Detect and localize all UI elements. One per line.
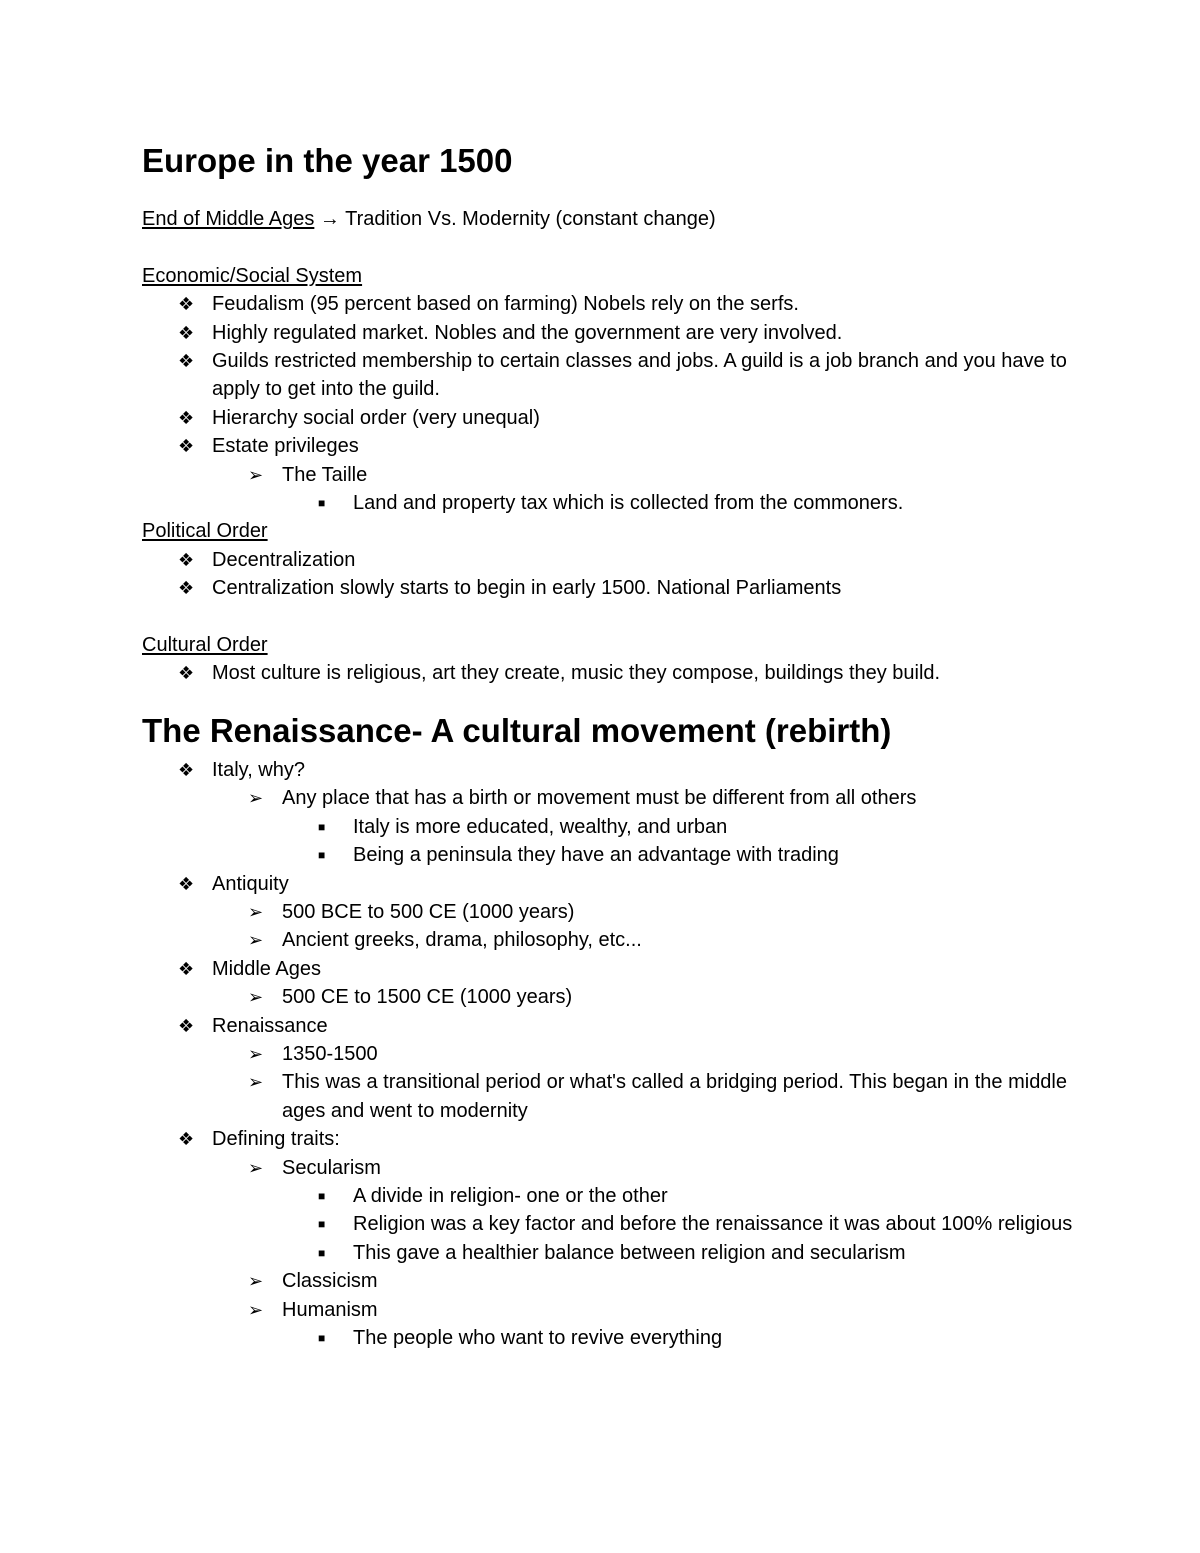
list-item-text: This gave a healthier balance between religion and secularism: [353, 1241, 906, 1264]
list-item: [142, 574, 1082, 602]
square-bullet-icon: ■: [318, 1245, 326, 1260]
list-item-text: This was a transitional period or what's called a bridging period. This began in the middle ages and went to modernity: [282, 1071, 1067, 1122]
page-title: Europe in the year 1500: [142, 142, 513, 179]
list-sub-sub-item: [142, 1324, 1082, 1352]
list-item-text: The Taille: [282, 463, 368, 486]
diamond-bullet-icon: ❖: [178, 873, 195, 894]
list-item: [142, 546, 1082, 574]
section-title: The Renaissance- A cultural movement (rebirth): [142, 711, 892, 749]
list-item-text: Being a peninsula they have an advantage with trading: [353, 844, 839, 867]
arrow-bullet-icon: ➢: [248, 464, 264, 485]
diamond-bullet-icon: ❖: [178, 351, 195, 372]
list-sub-sub-item: [142, 1210, 1082, 1238]
arrow-bullet-icon: ➢: [248, 1043, 264, 1064]
list-item: [142, 290, 1082, 318]
list-item-text: Feudalism (95 percent based on farming) Nobels rely on the serfs.: [212, 293, 799, 316]
square-bullet-icon: ■: [318, 819, 326, 834]
list-sub-sub-item: [142, 841, 1082, 869]
diamond-bullet-icon: ❖: [178, 759, 195, 780]
list-item: [142, 756, 1082, 784]
list-item-text: Most culture is religious, art they create, music they compose, buildings they build.: [212, 662, 941, 685]
spacer: [142, 603, 1082, 631]
cultural-heading: Cultural Order: [142, 634, 268, 657]
list-item: [142, 347, 1082, 404]
list-sub-sub-item: [142, 813, 1082, 841]
list-item-text: Classicism: [282, 1270, 378, 1293]
intro-label: End of Middle Ages: [142, 208, 315, 230]
intro-line: [142, 205, 1082, 233]
list-sub-item: [142, 1154, 1082, 1182]
list-item: [142, 404, 1082, 432]
arrow-bullet-icon: ➢: [248, 987, 264, 1008]
list-item-text: The people who want to revive everything: [353, 1327, 723, 1349]
list-item-text: Highly regulated market. Nobles and the government are very involved.: [212, 321, 843, 344]
diamond-bullet-icon: ❖: [178, 958, 195, 979]
list-item: [142, 659, 1082, 687]
list-item-text: Land and property tax which is collected from the commoners.: [353, 492, 904, 515]
list-item-text: Secularism: [282, 1156, 381, 1179]
list-item-text: 500 CE to 1500 CE (1000 years): [282, 986, 573, 1009]
list-sub-item: [142, 926, 1082, 954]
list-item-text: 1350-1500: [282, 1042, 378, 1065]
diamond-bullet-icon: ❖: [178, 294, 195, 315]
square-bullet-icon: ■: [318, 1331, 326, 1345]
diamond-bullet-icon: ❖: [178, 1015, 195, 1036]
list-item-text: Guilds restricted membership to certain classes and jobs. A guild is a job branch and you have to apply to get into the guild.: [212, 350, 1067, 401]
spacer: [142, 233, 1082, 261]
arrow-bullet-icon: ➢: [248, 1271, 264, 1292]
list-item-text: Estate privileges: [212, 435, 359, 458]
list-item: [142, 432, 1082, 460]
list-item: [142, 319, 1082, 347]
list-sub-sub-item: [142, 489, 1082, 517]
list-item-text: 500 BCE to 500 CE (1000 years): [282, 900, 575, 923]
list-item-text: Humanism: [282, 1298, 378, 1321]
diamond-bullet-icon: ❖: [178, 436, 195, 457]
arrow-bullet-icon: ➢: [248, 788, 264, 809]
list-item: [142, 955, 1082, 983]
list-sub-item: [142, 1296, 1082, 1324]
square-bullet-icon: ■: [318, 496, 326, 511]
list-item-text: Defining traits:: [212, 1128, 340, 1151]
list-item: [142, 870, 1082, 898]
list-sub-item: [142, 1040, 1082, 1068]
list-item-text: A divide in religion- one or the other: [353, 1184, 668, 1207]
list-sub-item: [142, 1267, 1082, 1295]
list-sub-item: [142, 784, 1082, 812]
list-item-text: Ancient greeks, drama, philosophy, etc...: [282, 929, 642, 952]
diamond-bullet-icon: ❖: [178, 1129, 195, 1150]
list-item: [142, 1125, 1082, 1153]
list-item-text: Religion was a key factor and before the renaissance it was about 100% religious: [353, 1213, 1073, 1236]
diamond-bullet-icon: ❖: [178, 322, 195, 343]
list-sub-sub-item: [142, 1239, 1082, 1267]
list-item-text: Decentralization: [212, 548, 356, 571]
diamond-bullet-icon: ❖: [178, 407, 195, 428]
list-sub-item: [142, 898, 1082, 926]
diamond-bullet-icon: ❖: [178, 549, 195, 570]
list-sub-item: [142, 1068, 1082, 1125]
list-item-text: Italy, why?: [212, 758, 305, 781]
intro-text: → Tradition Vs. Modernity (constant change): [314, 208, 716, 230]
square-bullet-icon: ■: [318, 1188, 326, 1203]
square-bullet-icon: ■: [318, 848, 326, 863]
document-page: [142, 136, 1082, 1352]
list-item-text: Italy is more educated, wealthy, and urban: [353, 815, 728, 838]
list-sub-sub-item: [142, 1182, 1082, 1210]
list-sub-item: [142, 983, 1082, 1011]
political-heading: Political Order: [142, 520, 268, 543]
list-item-text: Renaissance: [212, 1014, 328, 1037]
diamond-bullet-icon: ❖: [178, 663, 195, 684]
list-item-text: Antiquity: [212, 872, 289, 895]
list-item-text: Any place that has a birth or movement must be different from all others: [282, 787, 917, 810]
list-item: [142, 1012, 1082, 1040]
arrow-bullet-icon: ➢: [248, 1299, 264, 1320]
arrow-bullet-icon: ➢: [248, 901, 264, 922]
arrow-bullet-icon: ➢: [248, 1072, 264, 1093]
list-item-text: Centralization slowly starts to begin in early 1500. National Parliaments: [212, 577, 842, 600]
arrow-bullet-icon: ➢: [248, 930, 264, 951]
list-item-text: Hierarchy social order (very unequal): [212, 406, 540, 429]
diamond-bullet-icon: ❖: [178, 578, 195, 599]
economic-heading: Economic/Social System: [142, 264, 363, 287]
arrow-bullet-icon: ➢: [248, 1157, 264, 1178]
list-sub-item: [142, 461, 1082, 489]
list-item-text: Middle Ages: [212, 957, 321, 980]
square-bullet-icon: ■: [318, 1217, 326, 1232]
